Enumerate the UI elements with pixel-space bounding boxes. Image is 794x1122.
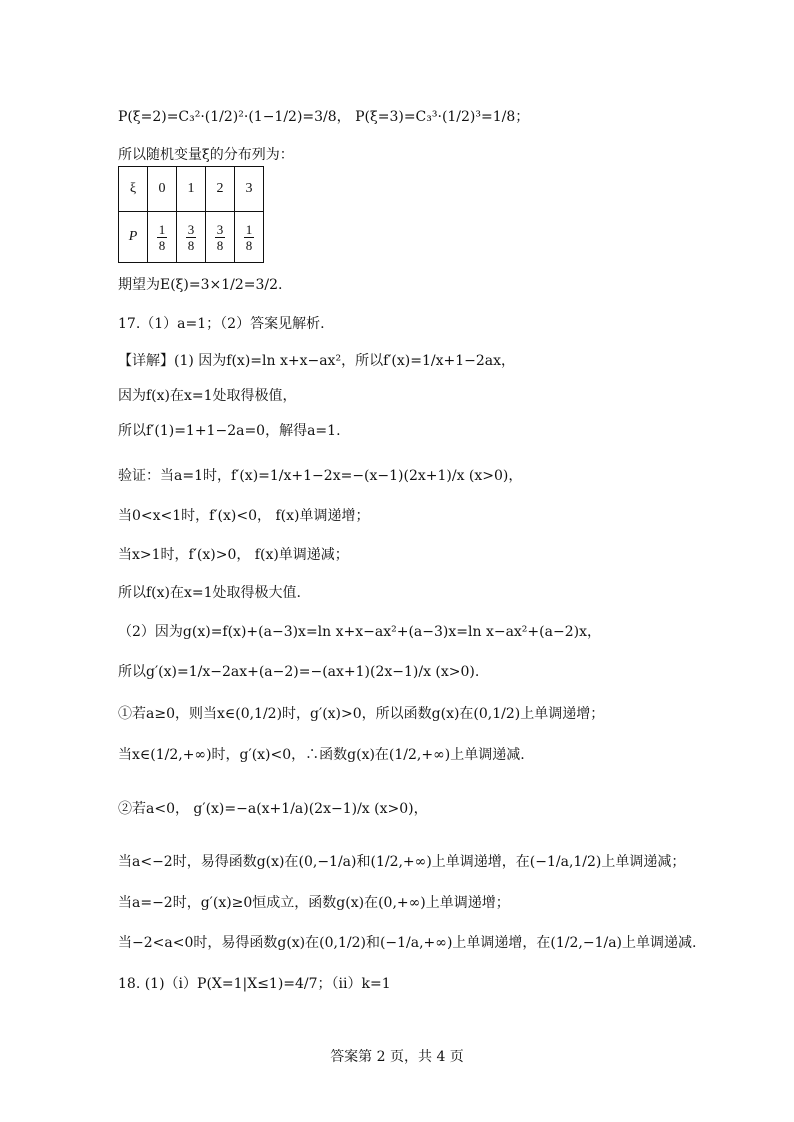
- table-cell: $\frac{1}{8}$: [148, 212, 177, 263]
- line-q17-case-1: 当0<x<1时，f′(x)<0， f(x)单调递增；: [118, 508, 370, 524]
- table-row-label: P: [119, 212, 148, 263]
- line-q17-detail-1: 【详解】(1) 因为f(x)=ln x+x−ax²，所以f′(x)=1/x+1−2ax，: [118, 353, 516, 369]
- table-cell: $\frac{1}{8}$: [235, 212, 264, 263]
- line-q17-extremum: 因为f(x)在x=1处取得极值，: [118, 388, 297, 404]
- line-prob-2-3: P(ξ=2)=C₃²·(1/2)²·(1−1/2)=3/8， P(ξ=3)=C₃³·(1/2)³=1/8；: [118, 109, 530, 125]
- table-cell: $\frac{3}{8}$: [206, 212, 235, 263]
- line-distribution-intro: 所以随机变量ξ的分布列为：: [118, 147, 294, 163]
- table-header-cell: ξ: [119, 167, 148, 212]
- page-footer: 答案第 2 页，共 4 页: [330, 1049, 464, 1065]
- table-header-cell: 1: [177, 167, 206, 212]
- line-q17-part2: （2）因为g(x)=f(x)+(a−3)x=ln x+x−ax²+(a−3)x=ln x−ax²+(a−2)x，: [118, 624, 601, 640]
- line-expectation: 期望为E(ξ)=3×1/2=3/2.: [118, 277, 283, 293]
- line-q17-case-a-lt-neg2: 当a<−2时，易得函数g(x)在(0,−1/a)和(1/2,+∞)上单调递增，在(−1/a,1/2)上单调递减；: [118, 854, 686, 870]
- line-q17-solve-a: 所以f′(1)=1+1−2a=0，解得a=1.: [118, 423, 341, 439]
- table-cell: $\frac{3}{8}$: [177, 212, 206, 263]
- distribution-table: [118, 166, 264, 263]
- line-q17-case-a-nonneg-2: 当x∈(1/2,+∞)时，g′(x)<0，∴函数g(x)在(1/2,+∞)上单调递减.: [118, 747, 525, 763]
- line-q17-case-2: 当x>1时，f′(x)>0， f(x)单调递减；: [118, 547, 349, 563]
- line-q17-max: 所以f(x)在x=1处取得极大值.: [118, 585, 301, 601]
- line-q18-answer: 18. (1)（i）P(X=1|X≤1)=4/7；（ii）k=1: [118, 976, 391, 992]
- line-q17-case-a-between: 当−2<a<0时，易得函数g(x)在(0,1/2)和(−1/a,+∞)上单调递增，在(1/2,−1/a)上单调递减.: [118, 935, 697, 951]
- line-q17-gprime: 所以g′(x)=1/x−2ax+(a−2)=−(ax+1)(2x−1)/x (x>0).: [118, 664, 480, 680]
- line-q17-case-a-eq-neg2: 当a=−2时，g′(x)≥0恒成立，函数g(x)在(0,+∞)上单调递增；: [118, 895, 510, 911]
- table-header-cell: 3: [235, 167, 264, 212]
- line-q17-case-a-neg: ②若a<0， g′(x)=−a(x+1/a)(2x−1)/x (x>0)，: [118, 801, 428, 817]
- table-row: [119, 212, 264, 263]
- table-header-cell: 2: [206, 167, 235, 212]
- line-q17-verify: 验证：当a=1时，f′(x)=1/x+1−2x=−(x−1)(2x+1)/x (x>0)，: [118, 468, 523, 484]
- table-row: [119, 167, 264, 212]
- line-q17-case-a-nonneg: ①若a≥0，则当x∈(0,1/2)时，g′(x)>0，所以函数g(x)在(0,1/2)上单调递增；: [118, 706, 605, 722]
- line-q17-answer: 17.（1）a=1；（2）答案见解析.: [118, 316, 325, 332]
- table-header-cell: 0: [148, 167, 177, 212]
